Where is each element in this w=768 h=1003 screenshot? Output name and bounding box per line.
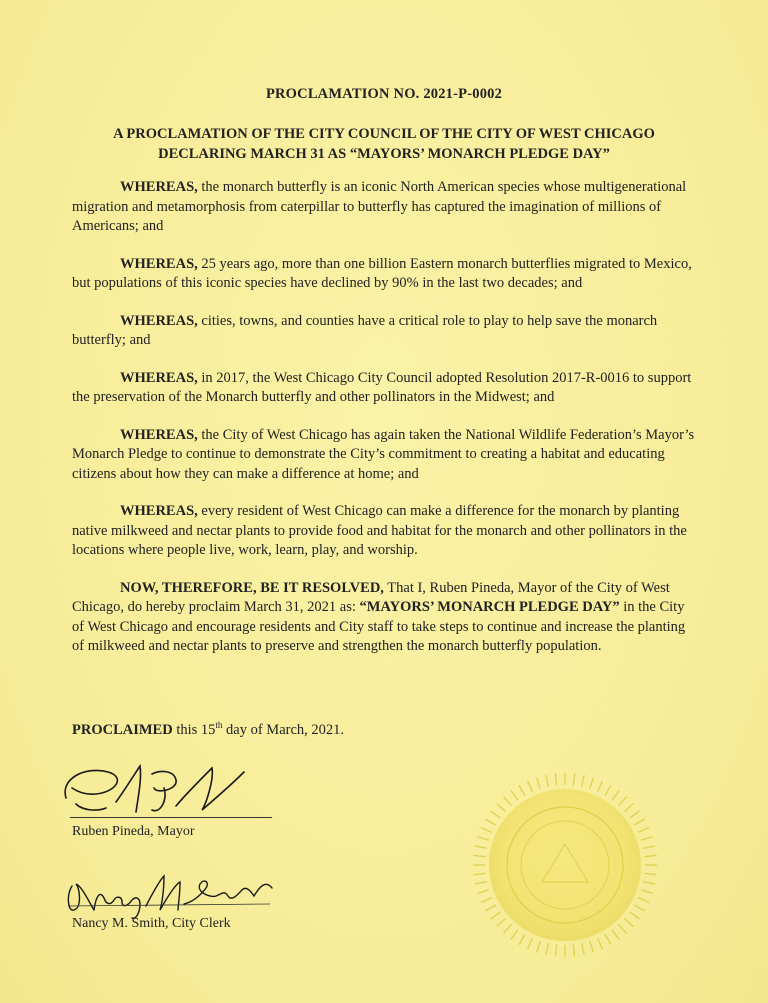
whereas-text: in 2017, the West Chicago City Council adopted Resolution 2017-R-0016 to support the preservation of the Monarch butterfly and other pollinators in the Midwest; and bbox=[72, 369, 692, 405]
city-seal-icon bbox=[470, 770, 660, 960]
whereas-lead: WHEREAS, bbox=[120, 312, 198, 329]
whereas-paragraph bbox=[72, 426, 698, 485]
whereas-paragraph bbox=[72, 369, 698, 408]
whereas-paragraph bbox=[72, 502, 698, 561]
proclamation-number: PROCLAMATION NO. 2021-P-0002 bbox=[265, 86, 503, 102]
whereas-lead: WHEREAS, bbox=[120, 426, 198, 443]
proclamation-body bbox=[72, 178, 698, 675]
whereas-paragraph bbox=[72, 312, 698, 351]
mayor-signature-line bbox=[70, 817, 272, 818]
proclaimed-line bbox=[72, 722, 344, 739]
resolution-day-name: “MAYORS’ MONARCH PLEDGE DAY” bbox=[359, 599, 620, 615]
whereas-text: cities, towns, and counties have a critical role to play to help save the monarch butterfly; and bbox=[72, 312, 658, 348]
proclaimed-ordinal: th bbox=[215, 720, 223, 731]
proclamation-title bbox=[0, 124, 768, 164]
whereas-lead: WHEREAS, bbox=[120, 179, 198, 195]
resolution-paragraph bbox=[72, 579, 698, 657]
clerk-name: Nancy M. Smith, City Clerk bbox=[72, 916, 231, 931]
whereas-lead: WHEREAS, bbox=[120, 255, 198, 272]
whereas-lead: WHEREAS, bbox=[120, 369, 198, 386]
title-line-2: DECLARING MARCH 31 AS “MAYORS’ MONARCH PLEDGE DAY” bbox=[158, 146, 610, 162]
mayor-name: Ruben Pineda, Mayor bbox=[72, 824, 195, 839]
whereas-text: every resident of West Chicago can make a difference for the monarch by planting native milkweed and nectar plants to provide food and habitat for the monarch and other pollinators in the locations where people live, work, learn, play, and worship. bbox=[72, 503, 687, 558]
whereas-text: 25 years ago, more than one billion Eastern monarch butterflies migrated to Mexico, but populations of this iconic species have declined by 90% in the last two decades; and bbox=[72, 255, 692, 291]
proclaimed-lead: PROCLAIMED bbox=[72, 722, 173, 738]
whereas-paragraph bbox=[72, 255, 698, 294]
whereas-text: the City of West Chicago has again taken the National Wildlife Federation’s Mayor’s Monarch Pledge to continue to demonstrate the City’s commitment to creating a habitat and educating citizens about how they can make a difference at home; and bbox=[72, 426, 695, 482]
resolution-text-end: in the City of West Chicago and encourage residents and City staff to take steps to continue and increase the planting of milkweed and nectar plants to preserve and strengthen the monarch butterfly population. bbox=[72, 599, 686, 654]
resolution-lead: NOW, THEREFORE, BE IT RESOLVED, bbox=[120, 579, 384, 596]
mayor-signature-icon bbox=[56, 758, 286, 822]
title-line-1: A PROCLAMATION OF THE CITY COUNCIL OF THE CITY OF WEST CHICAGO bbox=[113, 126, 655, 142]
whereas-text: the monarch butterfly is an iconic North American species whose multigenerational migration and metamorphosis from caterpillar to butterfly has captured the imagination of millions of Americans; and bbox=[72, 179, 687, 234]
resolution-text: That I, Ruben Pineda, Mayor of the City of West Chicago, do hereby proclaim March 31, 2021 as: bbox=[72, 579, 670, 615]
whereas-lead: WHEREAS, bbox=[120, 503, 198, 519]
whereas-paragraph bbox=[72, 178, 698, 237]
clerk-signature-icon bbox=[60, 866, 290, 922]
proclaimed-date: day of March, 2021. bbox=[222, 722, 345, 738]
proclaimed-text: this 15 bbox=[172, 722, 216, 738]
